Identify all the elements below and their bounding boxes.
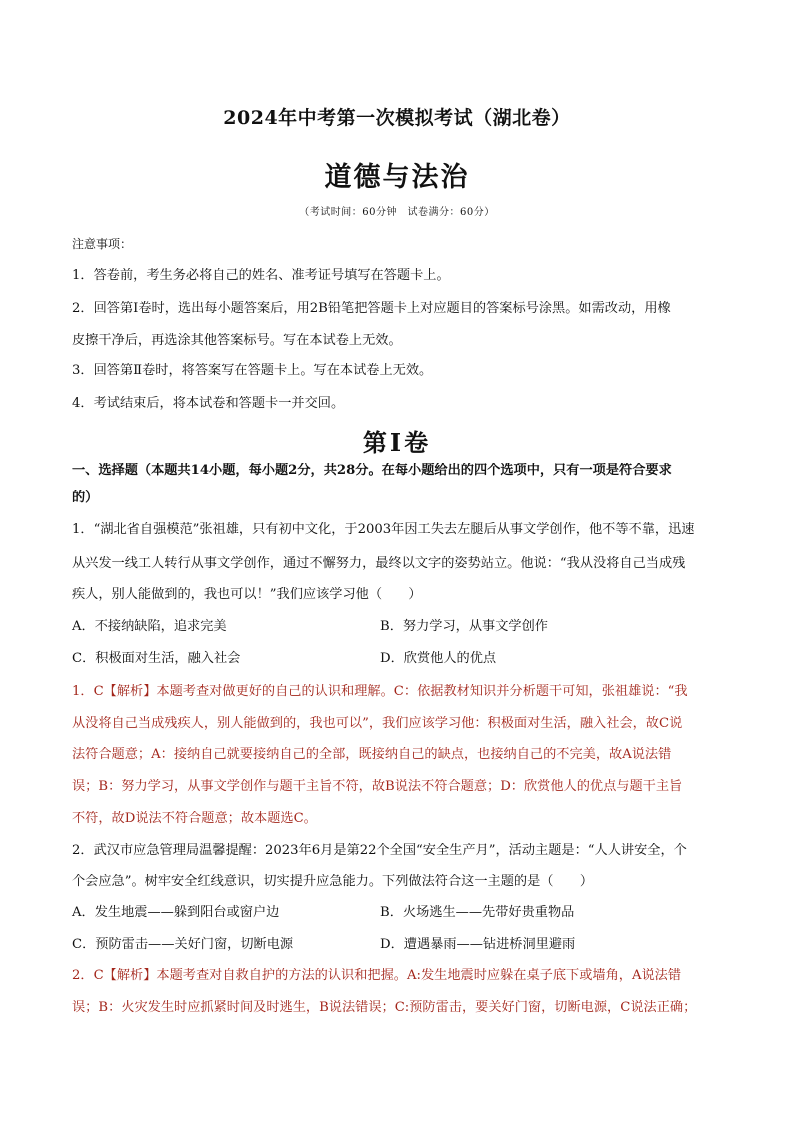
note-item: 3．回答第Ⅱ卷时，将答案写在答题卡上。写在本试卷上无效。 bbox=[72, 363, 433, 378]
q1-answer: 1．C【解析】本题考查对做更好的自己的认识和理解。C：依据教材知识并分析题干可知，张祖雄说：“我 bbox=[72, 684, 688, 699]
note-item: 1．答卷前，考生务必将自己的姓名、准考证号填写在答题卡上。 bbox=[72, 268, 450, 283]
q2-option-b: B．火场逃生——先带好贵重物品 bbox=[380, 905, 575, 920]
exam-title: 2024年中考第一次模拟考试（湖北卷） bbox=[223, 107, 571, 129]
question-1-text: 从兴发一线工人转行从事文学创作，通过不懈努力，最终以文字的姿势站立。他说：“我从没将自己当成残 bbox=[72, 556, 686, 571]
q1-option-d: D．欣赏他人的优点 bbox=[380, 651, 497, 666]
q1-answer: 不符，故D说法不符合题意；故本题选C。 bbox=[72, 811, 317, 826]
question-1-text: 疾人，别人能做到的，我也可以！”我们应该学习他（ ） bbox=[72, 587, 422, 602]
note-item: 皮擦干净后，再选涂其他答案标号。写在本试卷上无效。 bbox=[72, 333, 402, 348]
q2-answer: 2．C【解析】本题考查对自救自护的方法的认识和把握。A:发生地震时应躲在桌子底下或墙角，A说法错 bbox=[72, 968, 682, 983]
q1-option-b: B．努力学习，从事文学创作 bbox=[380, 619, 548, 634]
q1-option-c: C．积极面对生活，融入社会 bbox=[72, 651, 241, 666]
q2-answer: 误；B：火灾发生时应抓紧时间及时逃生，B说法错误；C:预防雷击，要关好门窗，切断电源，C说法正确； bbox=[72, 1000, 697, 1015]
q2-option-d: D．遭遇暴雨——钻进桥洞里避雨 bbox=[380, 937, 576, 952]
subject-title: 道德与法治 bbox=[324, 162, 470, 193]
notes-heading: 注意事项： bbox=[72, 237, 133, 251]
q1-answer: 误；B：努力学习，从事文学创作与题干主旨不符，故B说法不符合题意；D：欣赏他人的优点与题干主旨 bbox=[72, 779, 683, 794]
section-heading-cont: 的） bbox=[72, 490, 99, 505]
question-1-text: 1．“湖北省自强模范”张祖雄，只有初中文化，于2003年因工失去左腿后从事文学创作，他不等不靠，迅速 bbox=[72, 522, 695, 537]
part-one-title: 第Ⅰ卷 bbox=[362, 428, 432, 457]
q1-option-a: A．不接纳缺陷，追求完美 bbox=[72, 619, 227, 634]
section-heading: 一、选择题（本题共14小题，每小题2分，共28分。在每小题给出的四个选项中，只有一项是符合要求 bbox=[72, 463, 672, 478]
note-item: 2．回答第Ⅰ卷时，选出每小题答案后，用2B铅笔把答题卡上对应题目的答案标号涂黑。如需改动，用橡 bbox=[72, 301, 671, 316]
q1-answer: 从没将自己当成残疾人，别人能做到的，我也可以”，我们应该学习他：积极面对生活，融入社会，故C说 bbox=[72, 716, 683, 731]
note-item: 4．考试结束后，将本试卷和答题卡一并交回。 bbox=[72, 396, 345, 411]
question-2-text: 个会应急”。树牢安全红线意识，切实提升应急能力。下列做法符合这一主题的是（ ） bbox=[72, 874, 594, 889]
q2-option-c: C．预防雷击——关好门窗，切断电源 bbox=[72, 937, 294, 952]
exam-time-info: （考试时间：60分钟 试卷满分：60分） bbox=[299, 207, 495, 218]
q2-option-a: A．发生地震——躲到阳台或窗户边 bbox=[72, 905, 280, 920]
q1-answer: 法符合题意；A：接纳自己就要接纳自己的全部，既接纳自己的缺点，也接纳自己的不完美，故A说法错 bbox=[72, 747, 672, 762]
question-2-text: 2．武汉市应急管理局温馨提醒：2023年6月是第22个全国“安全生产月”，活动主题是：“人人讲安全，个 bbox=[72, 843, 687, 858]
